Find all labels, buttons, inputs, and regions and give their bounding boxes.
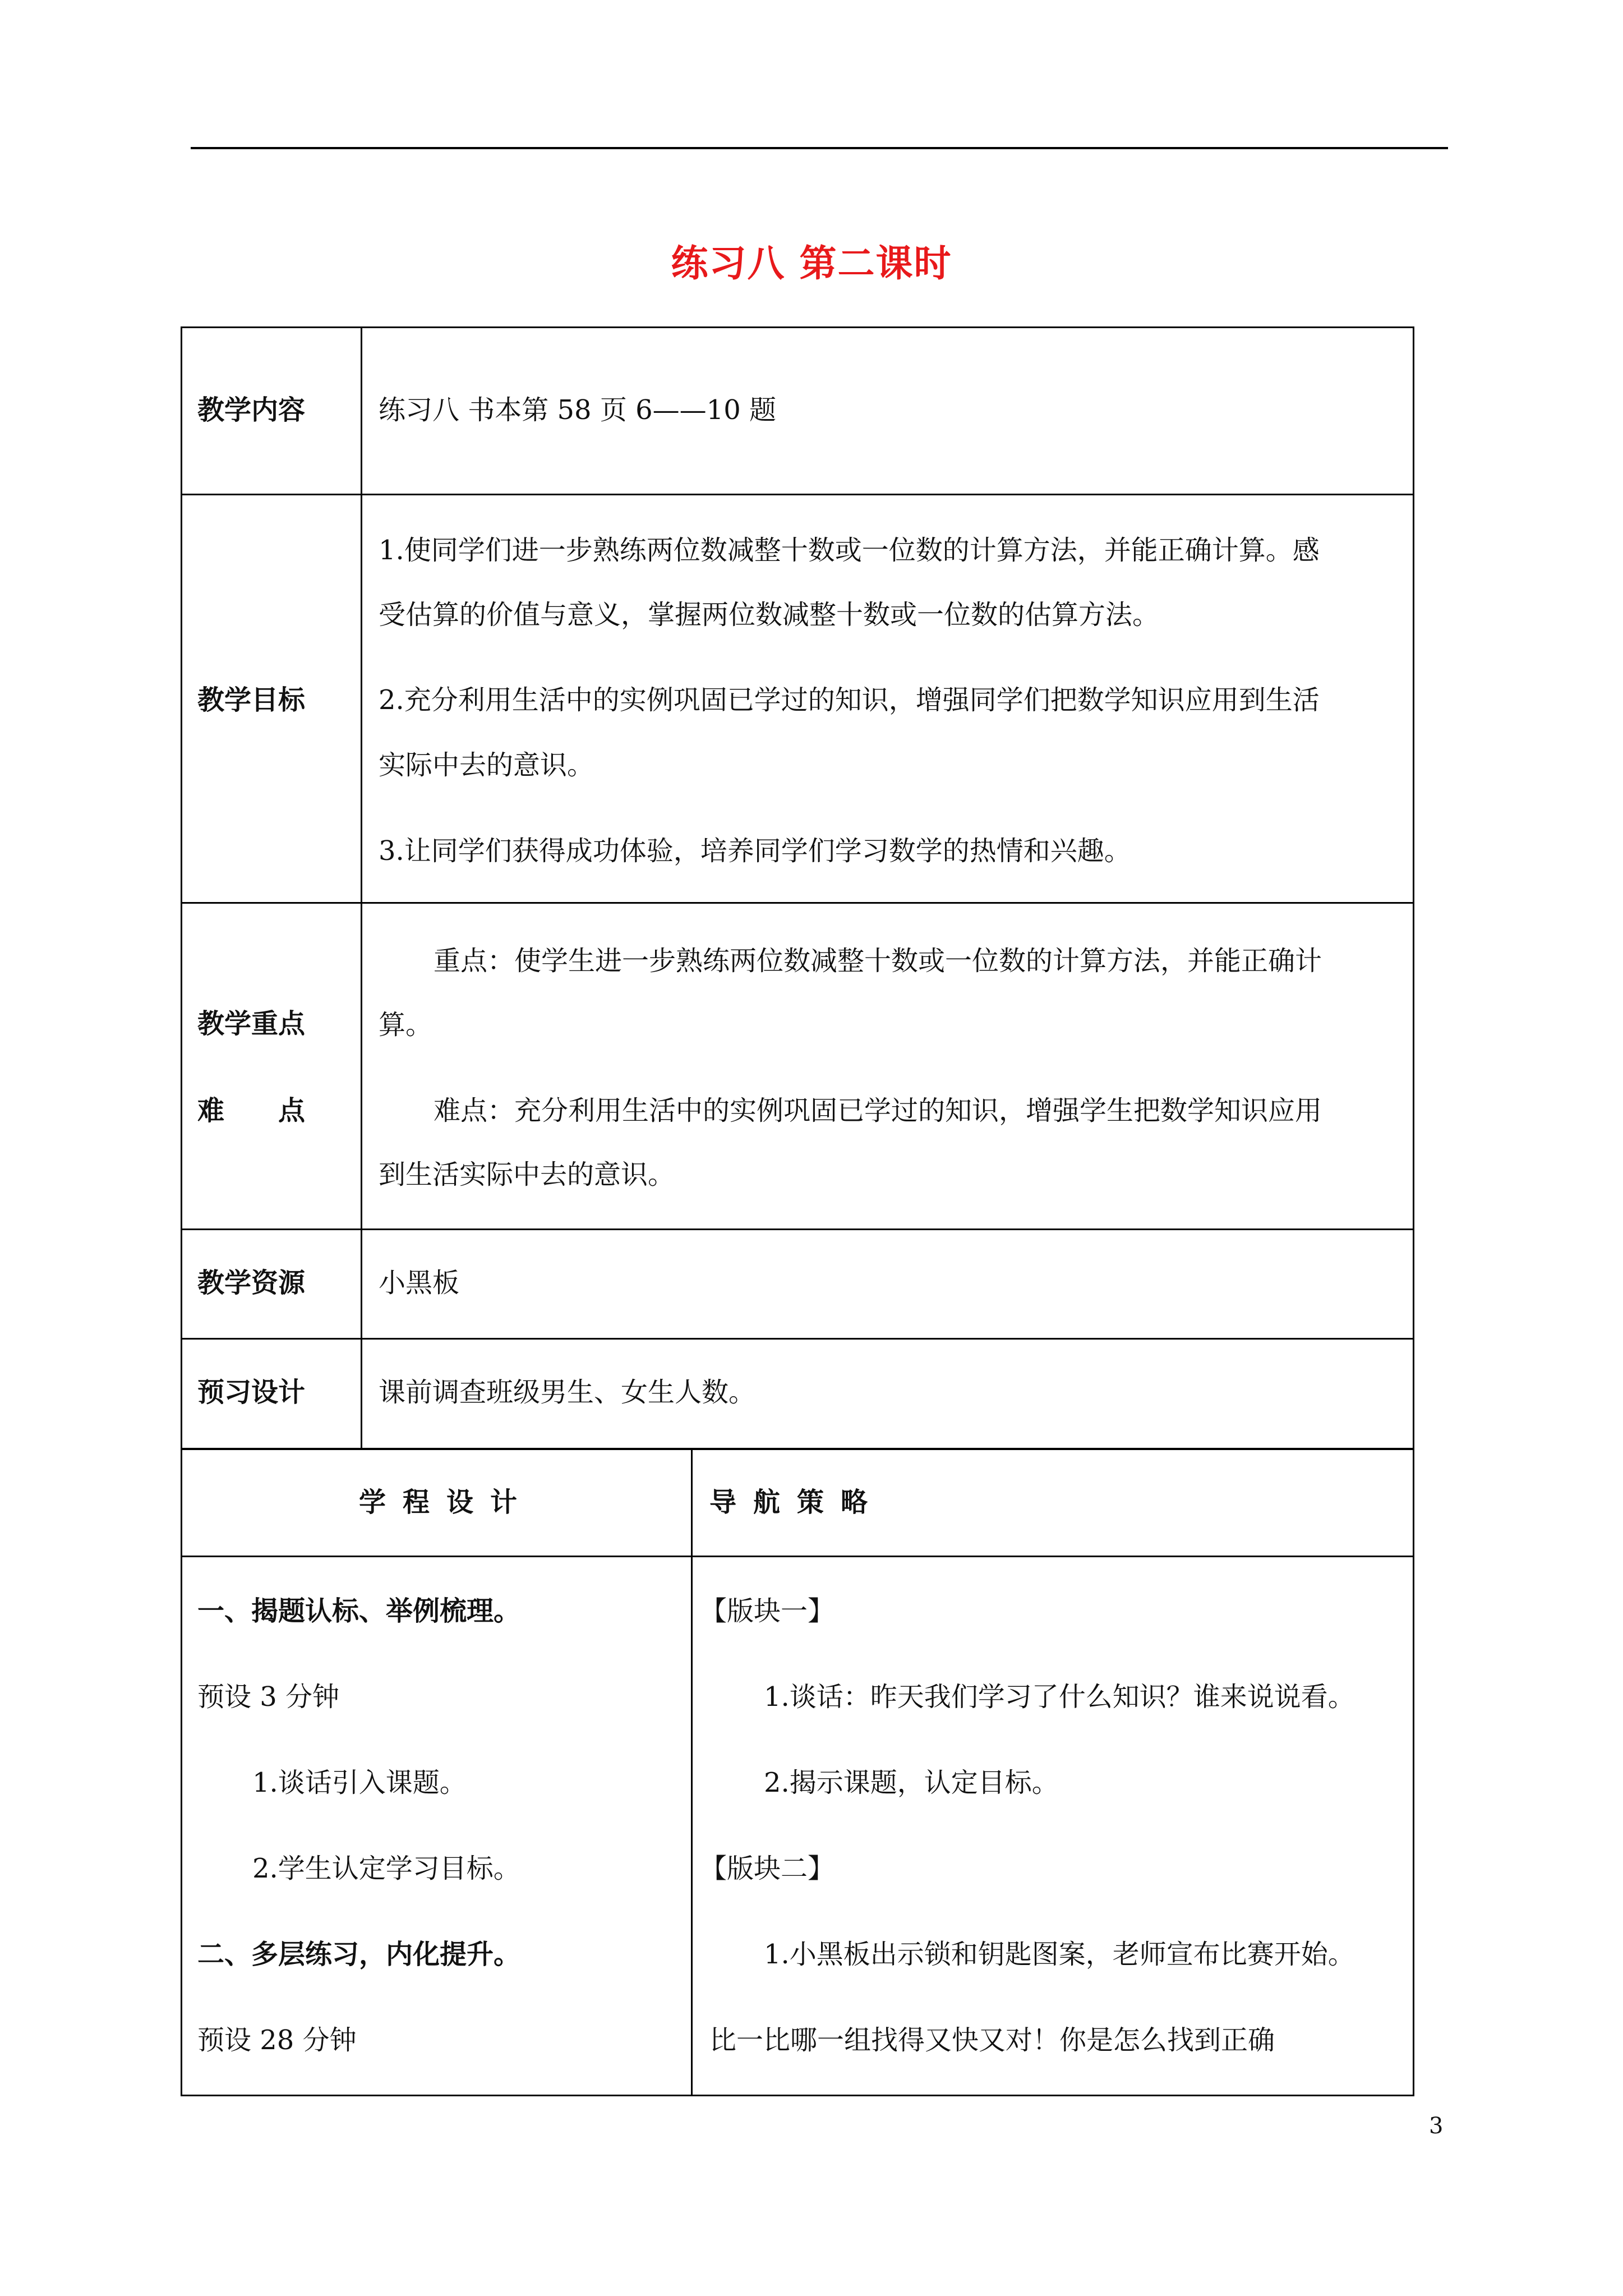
- difficulty-line-1: 难点：充分利用生活中的实例巩固已学过的知识，增强学生把数学知识应用: [434, 1095, 1322, 1126]
- goal-line-4: 实际中去的意识。: [379, 749, 594, 781]
- teaching-resources-text: 小黑板: [379, 1267, 460, 1299]
- right-line-4: 【版块二】: [700, 1853, 835, 1884]
- page-number: 3: [1429, 2113, 1444, 2139]
- page-title: 练习八 第二课时: [671, 242, 952, 285]
- header-guidance-strategy: 导航策略: [709, 1487, 885, 1518]
- left-line-2: 预设 3 分钟: [197, 1681, 340, 1713]
- right-line-6: 比一比哪一组找得又快又对！你是怎么找到正确: [709, 2024, 1275, 2056]
- left-line-3: 1.谈话引入课题。: [252, 1767, 467, 1798]
- left-line-5: 二、多层练习，内化提升。: [197, 1939, 521, 1970]
- difficulty-line-2: 到生活实际中去的意识。: [379, 1159, 675, 1190]
- goal-line-3: 2.充分利用生活中的实例巩固已学过的知识，增强同学们把数学知识应用到生活: [379, 684, 1320, 716]
- label-teaching-resources: 教学资源: [197, 1267, 306, 1299]
- right-line-1: 【版块一】: [700, 1595, 835, 1627]
- goal-line-5: 3.让同学们获得成功体验，培养同学们学习数学的热情和兴趣。: [379, 835, 1131, 867]
- label-preview-design: 预习设计: [197, 1377, 306, 1408]
- goal-line-1: 1.使同学们进一步熟练两位数减整十数或一位数的计算方法，并能正确计算。感: [379, 535, 1320, 566]
- right-line-5: 1.小黑板出示锁和钥匙图案，老师宣布比赛开始。: [764, 1939, 1355, 1970]
- right-line-3: 2.揭示课题，认定目标。: [764, 1767, 1059, 1798]
- left-line-6: 预设 28 分钟: [197, 2024, 357, 2056]
- teaching-content-text: 练习八 书本第 58 页 6——10 题: [379, 394, 776, 426]
- label-key-points: 教学重点: [197, 1008, 306, 1039]
- header-rule: [191, 147, 1448, 149]
- label-teaching-content: 教学内容: [197, 394, 306, 426]
- header-learning-process: 学程设计: [359, 1487, 534, 1518]
- process-table-divider: [691, 1448, 693, 2096]
- preview-design-text: 课前调查班级男生、女生人数。: [379, 1377, 756, 1408]
- key-point-line-2: 算。: [379, 1009, 433, 1041]
- left-line-1: 一、揭题认标、举例梳理。: [197, 1595, 521, 1627]
- goal-line-2: 受估算的价值与意义，掌握两位数减整十数或一位数的估算方法。: [379, 599, 1160, 631]
- left-line-4: 2.学生认定学习目标。: [252, 1853, 520, 1884]
- key-point-line-1: 重点：使学生进一步熟练两位数减整十数或一位数的计算方法，并能正确计: [434, 945, 1322, 977]
- right-line-2: 1.谈话：昨天我们学习了什么知识？谁来说说看。: [764, 1681, 1355, 1713]
- label-difficulties: 难 点: [197, 1095, 306, 1126]
- label-teaching-goals: 教学目标: [197, 684, 306, 716]
